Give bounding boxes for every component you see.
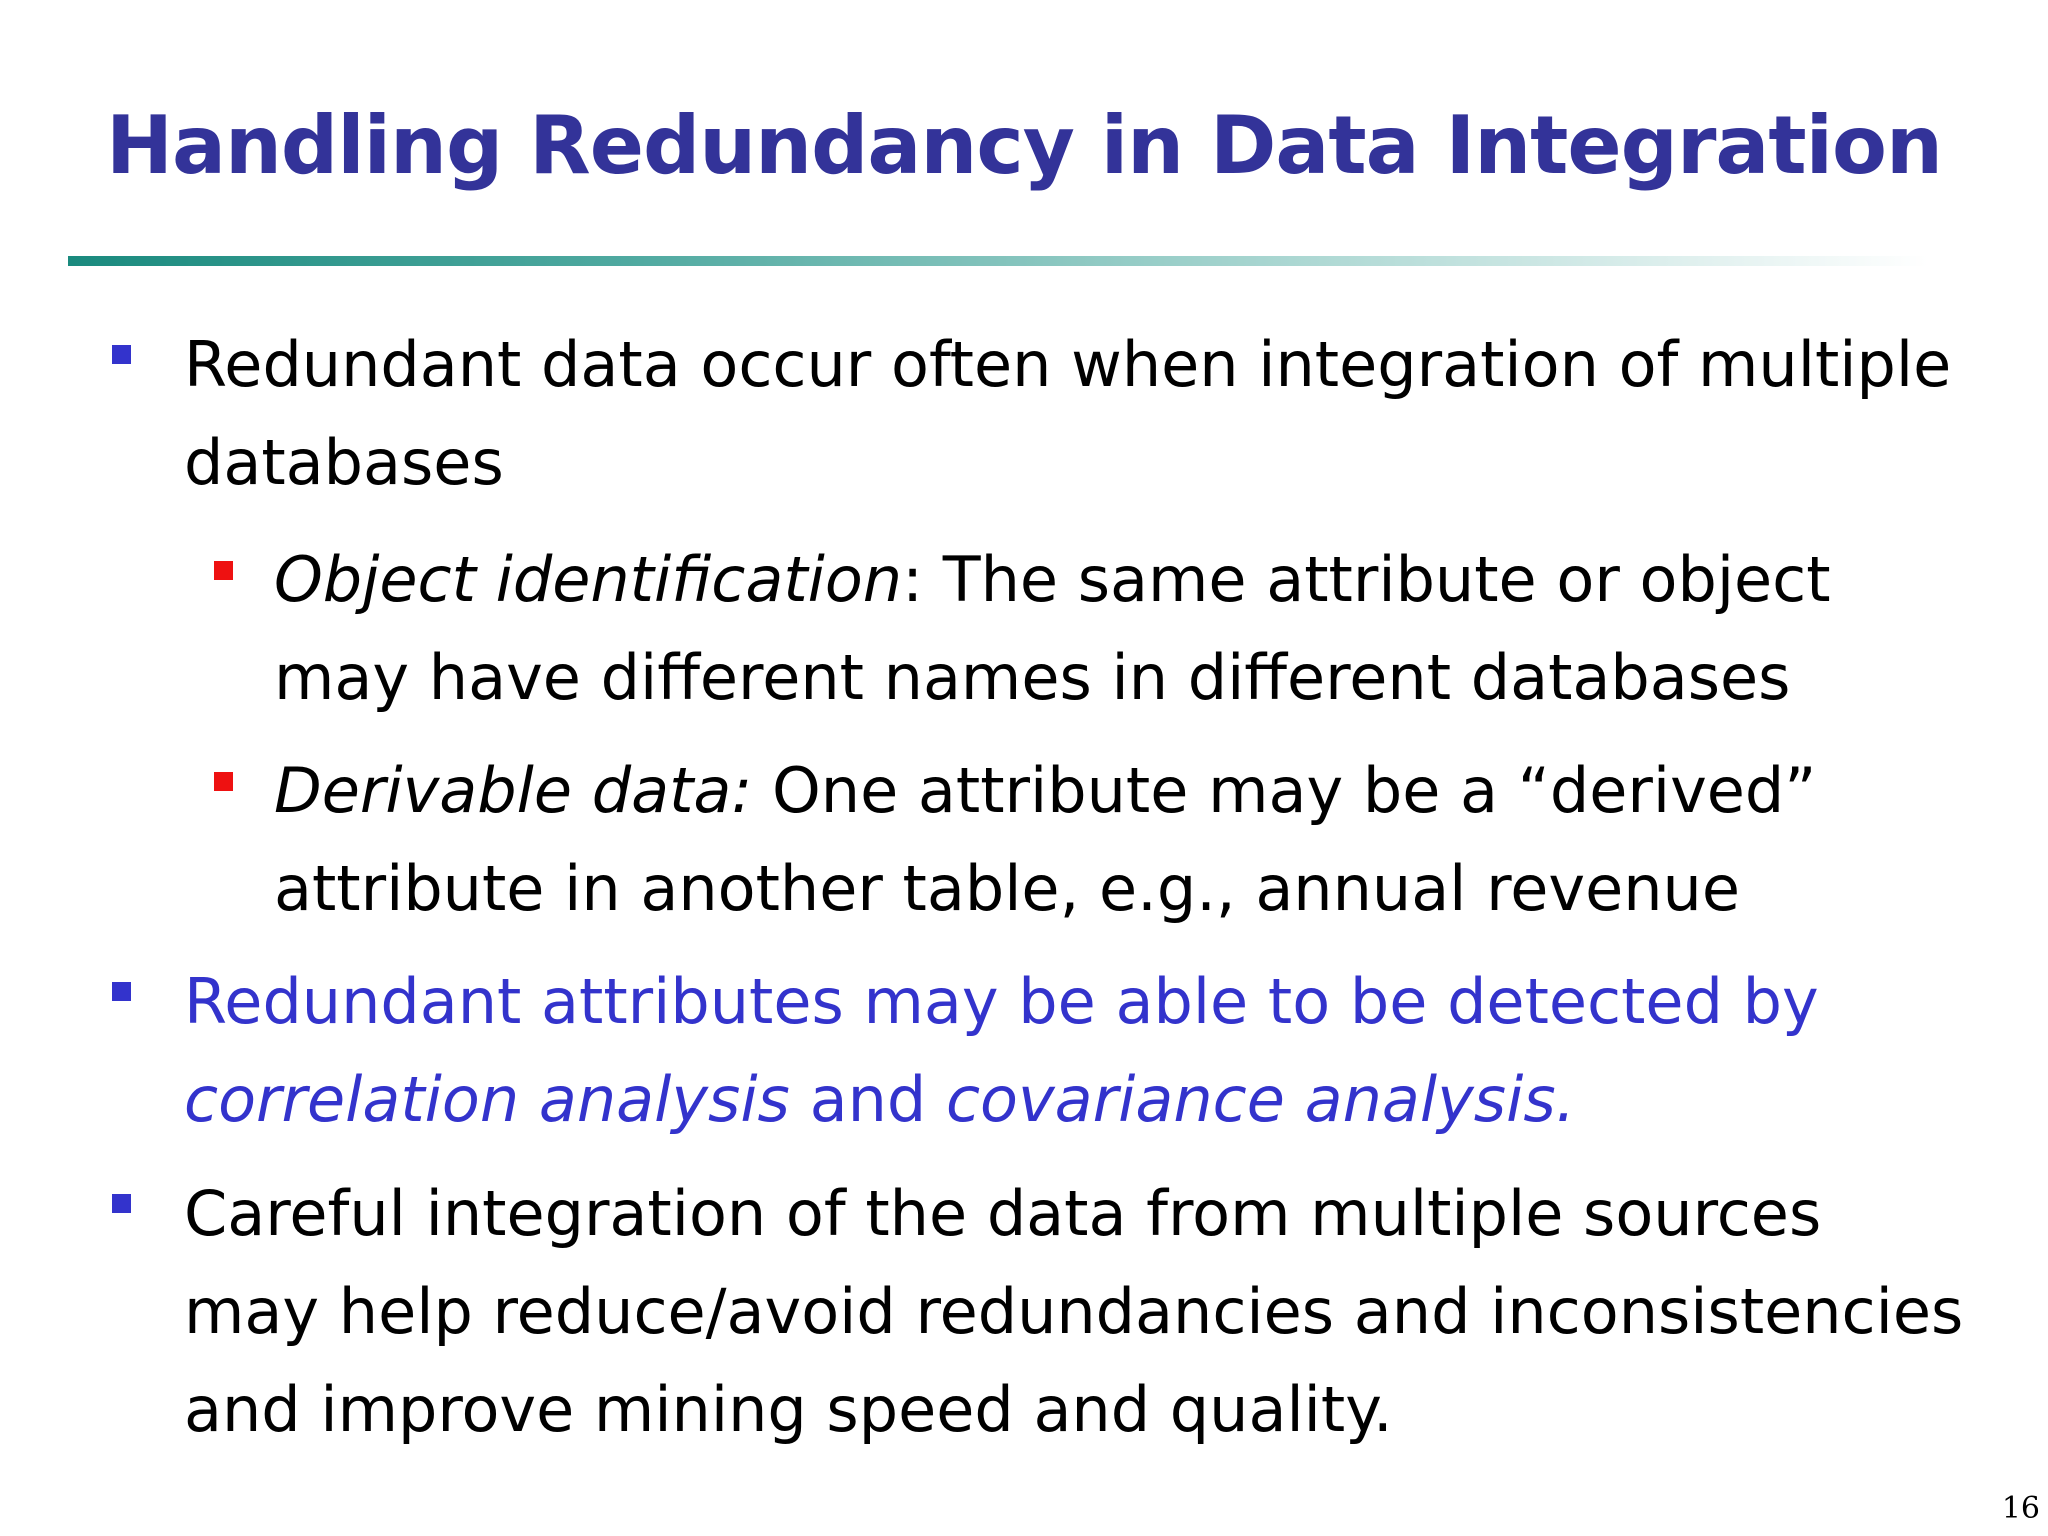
bullet-item — [184, 1165, 1964, 1459]
bullet-item — [184, 953, 1964, 1149]
bullet-marker-icon — [112, 1194, 131, 1213]
sub-bullet-marker-icon — [214, 772, 233, 791]
bullet-emphasis: correlation analysis — [184, 1063, 790, 1136]
sub-bullet-item — [274, 531, 1834, 727]
bullet-text: Careful integration of the data from multiple sources may help reduce/avoid redundancies and inconsistencies and improve mining speed and quality. — [184, 1177, 1964, 1446]
bullet-marker-icon — [112, 345, 131, 364]
sub-bullet-label: Object identification — [274, 543, 903, 616]
sub-bullet-item — [274, 742, 1834, 938]
bullet-text: Redundant attributes may be able to be detected by — [184, 965, 1819, 1038]
bullet-text: and — [789, 1063, 946, 1136]
slide-title: Handling Redundancy in Data Integration — [106, 99, 1942, 192]
bullet-item — [184, 316, 1964, 512]
sub-bullet-marker-icon — [214, 561, 233, 580]
sub-bullet-text: One attribute may be a “derived” attribute in another table, e.g., annual revenue — [274, 754, 1817, 925]
sub-bullet-label: Derivable data: — [274, 754, 753, 827]
sub-bullet-text: : The same attribute or object may have different names in different databases — [274, 543, 1831, 714]
bullet-marker-icon — [112, 982, 131, 1001]
bullet-emphasis: covariance analysis. — [945, 1063, 1576, 1136]
bullet-text: Redundant data occur often when integration of multiple databases — [184, 328, 1952, 499]
page-number: 16 — [2001, 1491, 2040, 1526]
